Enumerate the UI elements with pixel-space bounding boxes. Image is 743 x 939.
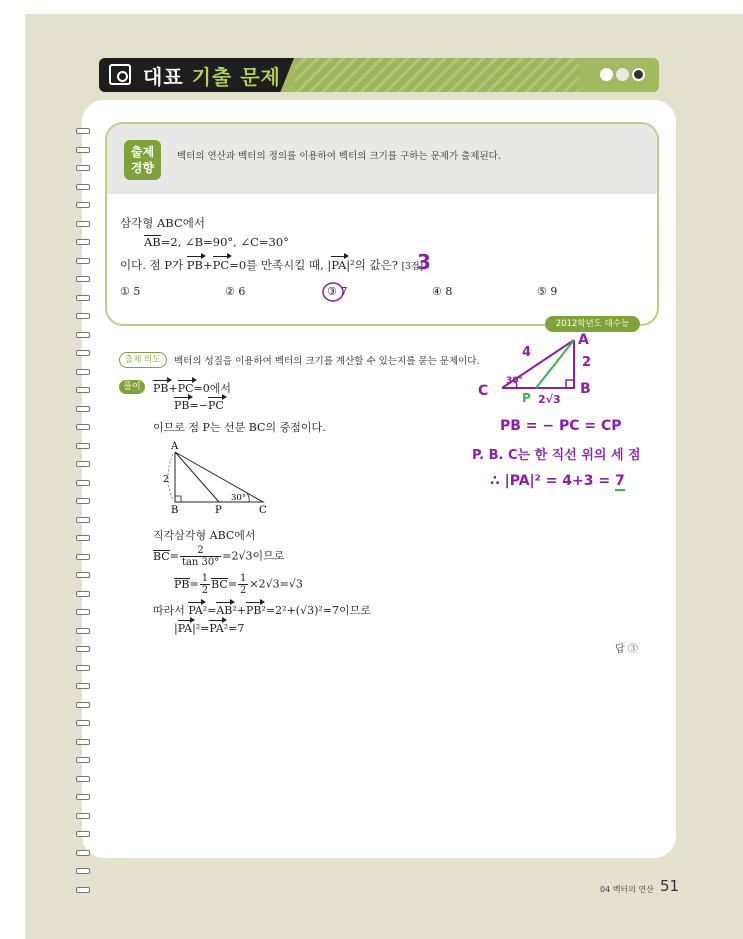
- solution-line-6: PB= $\frac{1}{2}$ BC= $\frac{1}{2}$ ×2√3=√3: [174, 573, 303, 596]
- trend-text: 벡터의 연산과 벡터의 정의를 이용하여 벡터의 크기를 구하는 문제가 출제된다.: [177, 151, 501, 162]
- solution-line-3: 이므로 점 P는 선분 BC의 중점이다.: [153, 421, 326, 434]
- fig-label-p: P: [215, 505, 222, 516]
- problem-line-1: 삼각형 ABC에서: [120, 216, 205, 230]
- trend-badge: 출제 경향: [124, 140, 161, 180]
- hw-label-2: 2: [582, 355, 592, 370]
- fig-label-2: 2: [163, 475, 169, 485]
- footer-section: 04 벡터의 연산: [600, 885, 654, 894]
- hw-equation-2: P. B. C는 한 직선 위의 세 점: [472, 448, 641, 463]
- problem-question: 이다. 점 P가 PB+PC=0를 만족시킬 때, |PA|²의 값은? [3점]: [120, 258, 424, 272]
- choice-1[interactable]: ① 5: [120, 285, 141, 298]
- intent-label: 출제 의도: [119, 352, 167, 368]
- solution-label: 풀이: [119, 380, 145, 394]
- solution-line-1: PB+PC=0에서: [153, 382, 232, 395]
- solution-line-2: PB=−PC: [174, 399, 224, 412]
- year-badge: 2012학년도 대수능: [545, 316, 640, 332]
- fig-label-c: C: [259, 505, 267, 516]
- hw-label-2root3: 2√3: [538, 393, 561, 406]
- choice-4[interactable]: ④ 8: [432, 285, 453, 298]
- choice-5[interactable]: ⑤ 9: [537, 285, 558, 298]
- hw-label-c: C: [478, 383, 489, 399]
- problem-box: [105, 122, 659, 326]
- camera-icon: [109, 64, 131, 85]
- choice-3[interactable]: ③ 7: [327, 285, 348, 298]
- hw-label-b: B: [580, 381, 591, 397]
- choice-3-circle-mark: [320, 280, 346, 304]
- fig-label-b: B: [171, 505, 179, 516]
- page-number: 51: [660, 877, 680, 895]
- solution-line-8: |PA|²=PA²=7: [174, 622, 245, 635]
- solution-line-4: 직각삼각형 ABC에서: [153, 529, 256, 542]
- hw-label-p: P: [522, 391, 531, 405]
- handwritten-answer: 3: [417, 250, 431, 274]
- hw-equation-1: PB = − PC = CP: [500, 418, 622, 434]
- section-banner: [99, 58, 659, 92]
- choice-2[interactable]: ② 6: [225, 285, 246, 298]
- solution-triangle-figure: [155, 438, 275, 518]
- intent-text: 벡터의 성질을 이용하여 벡터의 크기를 계산할 수 있는지를 묻는 문제이다.: [174, 356, 480, 367]
- problem-condition: AB=2, ∠B=90°, ∠C=30°: [144, 235, 289, 249]
- hw-label-a: A: [578, 332, 589, 348]
- hw-label-4: 4: [522, 345, 532, 360]
- solution-line-5: BC= $\frac{2}{\tan 30^\circ}$ =2√3이므로: [153, 545, 285, 568]
- solution-line-7: 따라서 PA²=AB²+PB²=2²+(√3)²=7이므로: [153, 604, 371, 617]
- hw-label-angle: 30°: [506, 376, 524, 386]
- decorative-dots: [600, 68, 645, 81]
- spiral-binding: [76, 128, 90, 838]
- fig-label-30: 30°: [231, 493, 247, 503]
- section-title: 대표 기출 문제: [143, 65, 281, 89]
- answer-mark: 답 ③: [615, 644, 638, 655]
- hw-equation-3: ∴ |PA|² = 4+3 = 7: [490, 473, 625, 489]
- fig-label-a: A: [171, 441, 179, 452]
